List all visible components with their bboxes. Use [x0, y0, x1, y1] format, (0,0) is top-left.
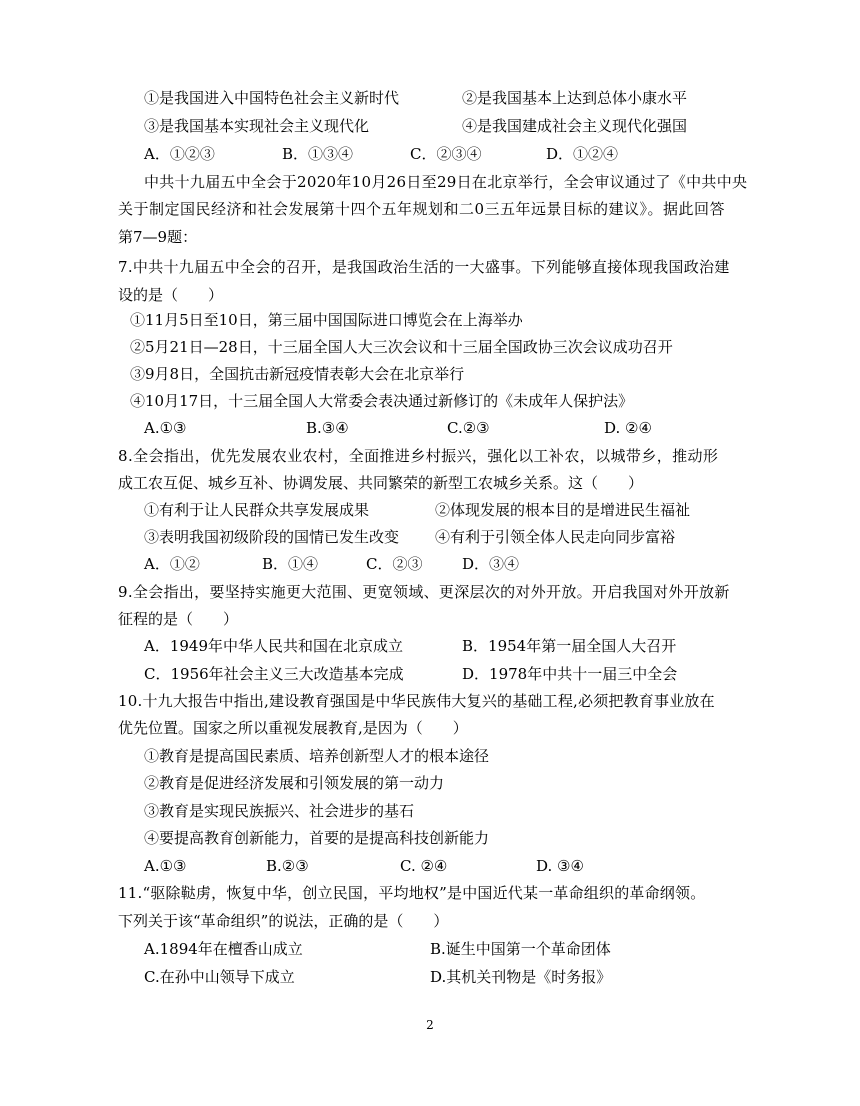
q7-stem-2: 设的是（ ） — [118, 286, 224, 304]
q7-choice-c: C.②③ — [447, 419, 490, 437]
q8-statement-1: ①有利于让人民群众共享发展成果 — [144, 501, 370, 519]
q8-choice-d: D．③④ — [462, 555, 520, 573]
q7-statement-4: ④10月17日，十三届全国人大常委会表决通过新修订的《未成年人保护法》 — [130, 392, 634, 410]
q8-choice-b: B．①④ — [262, 555, 319, 573]
q10-choice-b: B.②③ — [266, 857, 309, 875]
q9-stem-2: 征程的是（ ） — [118, 610, 239, 628]
option-3: ③是我国基本实现社会主义现代化 — [144, 117, 370, 135]
choice-d: D．①②④ — [546, 145, 619, 163]
q7-choice-d: D. ②④ — [604, 419, 652, 437]
option-2: ②是我国基本上达到总体小康水平 — [462, 89, 688, 107]
q10-statement-2: ②教育是促进经济发展和引领发展的第一动力 — [144, 774, 445, 792]
q7-choice-b: B.③④ — [306, 419, 349, 437]
q9-choice-c: C．1956年社会主义三大改造基本完成 — [144, 665, 404, 683]
q9-choice-a: A．1949年中华人民共和国在北京成立 — [144, 637, 404, 655]
q8-statement-3: ③表明我国初级阶段的国情已发生改变 — [144, 528, 400, 546]
intro-line-3: 第7—9题： — [118, 228, 198, 246]
q11-stem-2: 下列关于该“革命组织”的说法，正确的是（ ） — [118, 912, 449, 930]
q8-stem-2: 成工农互促、城乡互补、协调发展、共同繁荣的新型工农城乡关系。这（ ） — [118, 474, 644, 492]
q7-choice-a: A.①③ — [144, 419, 187, 437]
q11-choice-c: C.在孙中山领导下成立 — [144, 968, 295, 986]
q11-choice-b: B.诞生中国第一个革命团体 — [430, 940, 611, 958]
q7-statement-1: ①11月5日至10日，第三届中国国际进口博览会在上海举办 — [130, 311, 523, 329]
q7-statement-3: ③9月8日，全国抗击新冠疫情表彰大会在北京举行 — [130, 365, 465, 383]
q8-stem-1: 8.全会指出，优先发展农业农村，全面推进乡村振兴，强化以工补农，以城带乡，推动形 — [118, 447, 719, 465]
q9-stem-1: 9.全会指出，要坚持实施更大范围、更宽领域、更深层次的对外开放。开启我国对外开放新 — [118, 583, 730, 601]
q10-stem-2: 优先位置。国家之所以重视发展教育,是因为（ ） — [118, 719, 468, 737]
option-4: ④是我国建成社会主义现代化强国 — [462, 117, 688, 135]
q7-stem-1: 7.中共十九届五中全会的召开，是我国政治生活的一大盛事。下列能够直接体现我国政治建 — [118, 258, 730, 276]
page-number: 2 — [426, 1018, 434, 1032]
q10-choice-a: A.①③ — [144, 857, 187, 875]
choice-b: B．①③④ — [282, 145, 354, 163]
choice-a: A．①②③ — [144, 145, 215, 163]
q11-choice-d: D.其机关刊物是《时务报》 — [430, 968, 612, 986]
q11-stem-1: 11.“驱除鞑虏，恢复中华，创立民国，平均地权”是中国近代某一革命组织的革命纲领。 — [118, 884, 706, 902]
q9-choice-b: B．1954年第一届全国人大召开 — [462, 637, 677, 655]
q10-statement-3: ③教育是实现民族振兴、社会进步的基石 — [144, 802, 415, 820]
q10-choice-d: D. ③④ — [536, 857, 584, 875]
option-1: ①是我国进入中国特色社会主义新时代 — [144, 89, 400, 107]
q8-choice-c: C．②③ — [366, 555, 423, 573]
q9-choice-d: D．1978年中共十一届三中全会 — [462, 665, 678, 683]
q10-statement-4: ④要提高教育创新能力，首要的是提高科技创新能力 — [144, 829, 490, 847]
q8-statement-2: ②体现发展的根本目的是增进民生福祉 — [435, 501, 691, 519]
intro-line-1: 中共十九届五中全会于2020年10月26日至29日在北京举行，全会审议通过了《中共中央 — [144, 173, 748, 191]
q10-statement-1: ①教育是提高国民素质、培养创新型人才的根本途径 — [144, 747, 490, 765]
intro-line-2: 关于制定国民经济和社会发展第十四个五年规划和二0三五年远景目标的建议》。据此回答 — [118, 200, 726, 218]
q11-choice-a: A.1894年在檀香山成立 — [144, 940, 303, 958]
q10-choice-c: C. ②④ — [400, 857, 448, 875]
choice-c: C．②③④ — [410, 145, 482, 163]
q8-statement-4: ④有利于引领全体人民走向同步富裕 — [435, 528, 676, 546]
q8-choice-a: A．①② — [144, 555, 200, 573]
q7-statement-2: ②5月21日—28日，十三届全国人大三次会议和十三届全国政协三次会议成功召开 — [130, 338, 673, 356]
q10-stem-1: 10.十九大报告中指出,建设教育强国是中华民族伟大复兴的基础工程,必须把教育事业放在 — [118, 692, 715, 710]
